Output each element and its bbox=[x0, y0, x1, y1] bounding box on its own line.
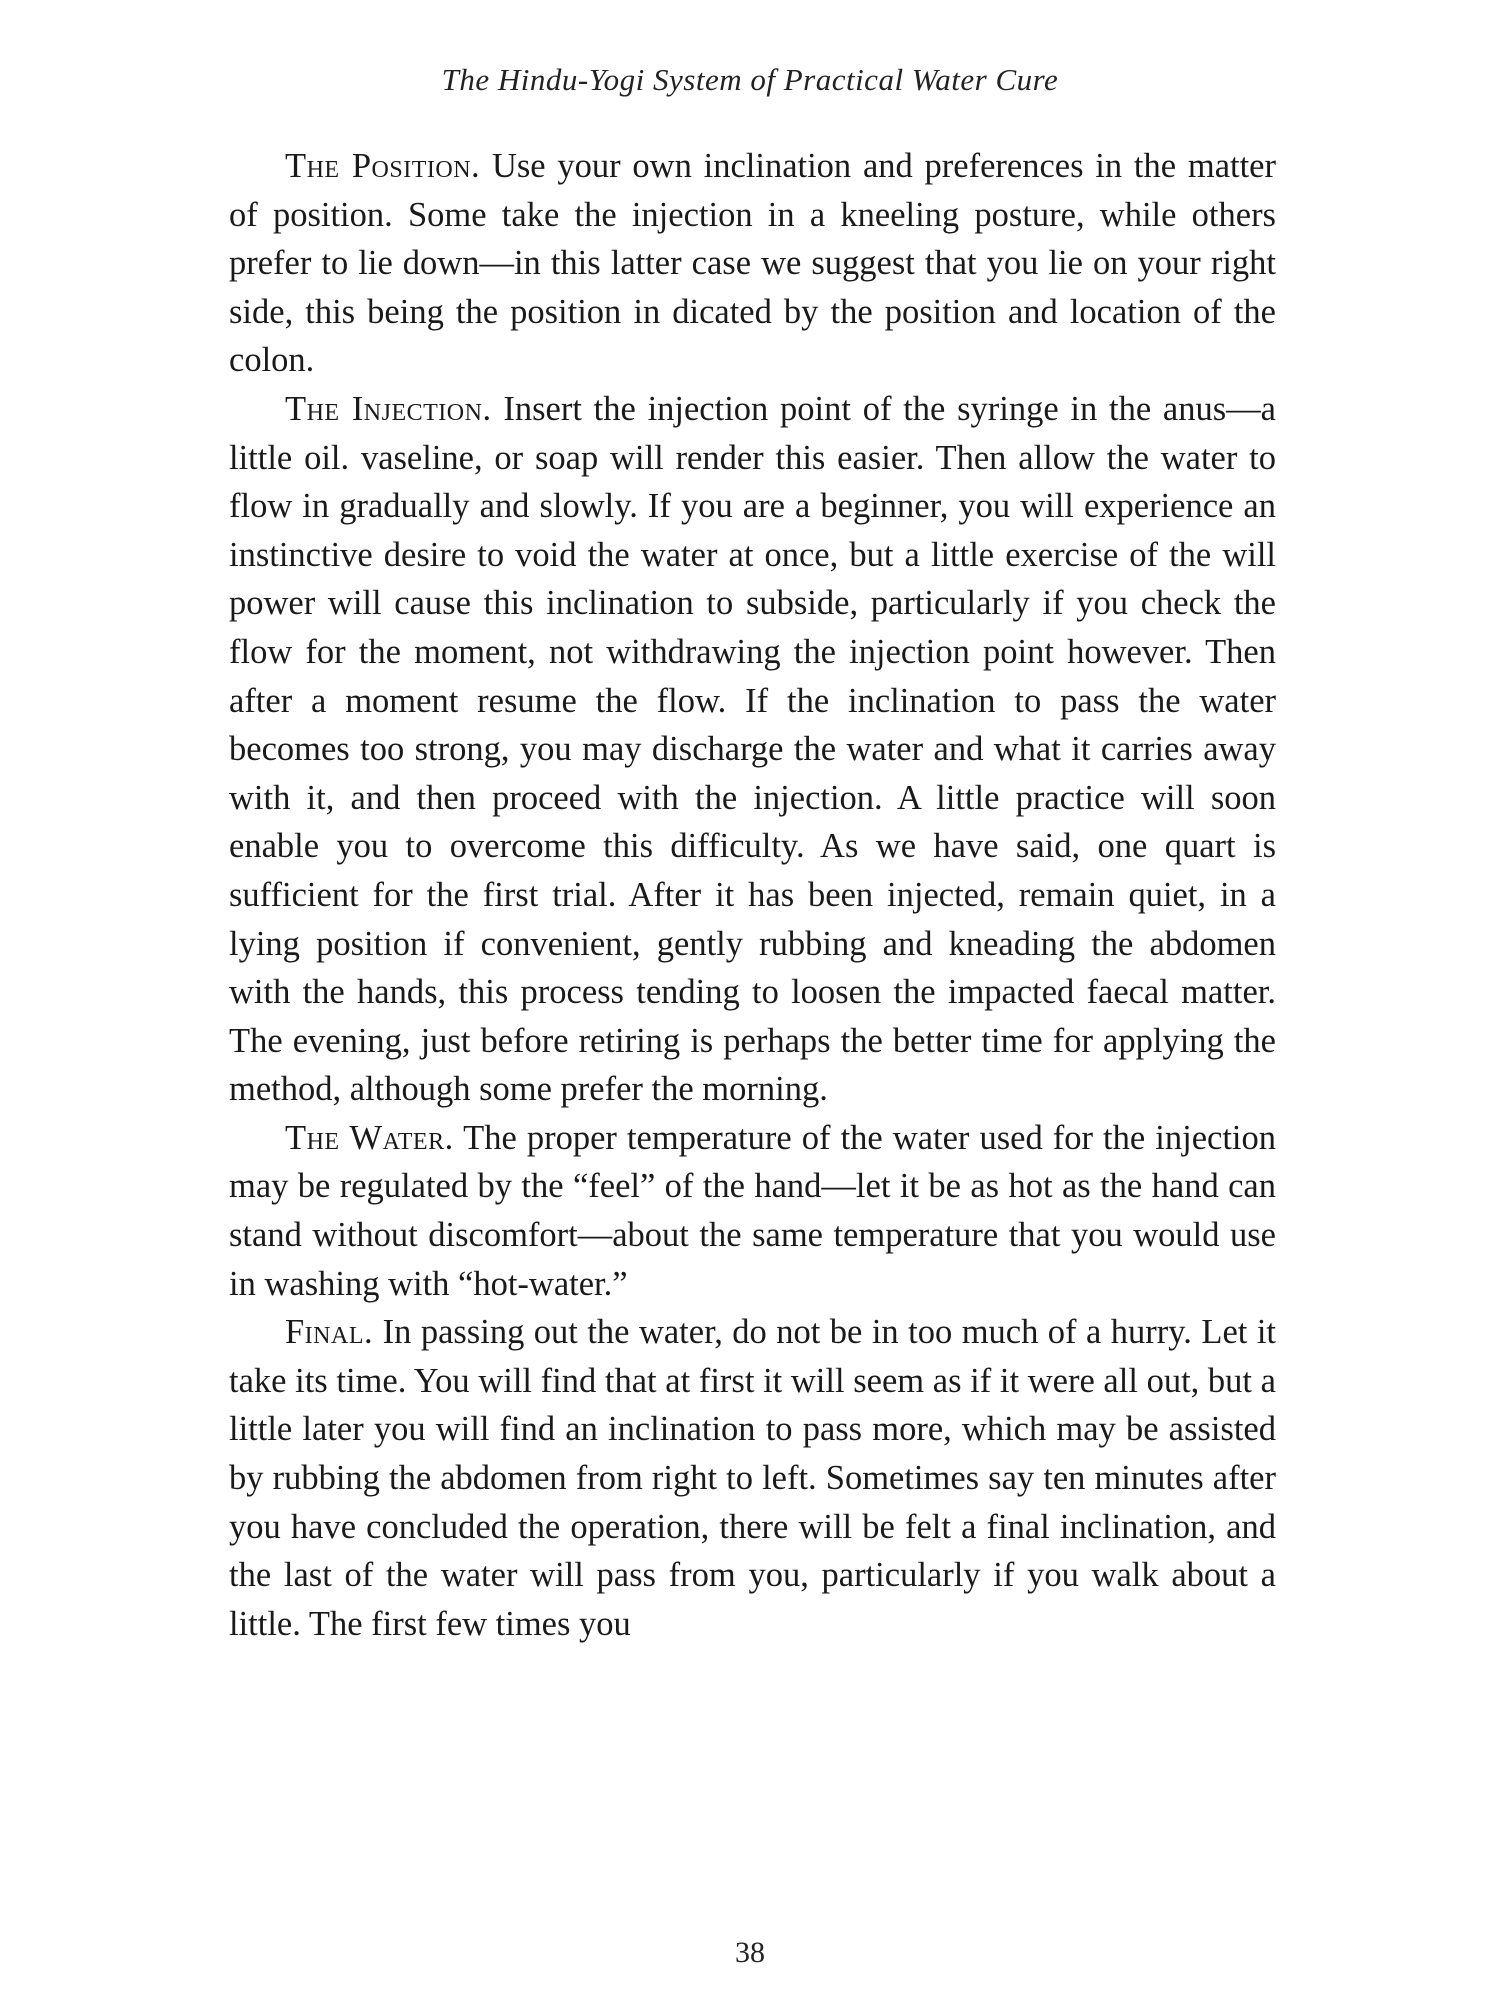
section-heading-water: The Water. bbox=[285, 1118, 454, 1157]
running-head: The Hindu-Yogi System of Practical Water Cure bbox=[441, 62, 1059, 97]
page-number: 38 bbox=[735, 1936, 765, 1969]
paragraph-text-injection: Insert the injection point of the syringe in the anus—a little oil. vaseline, or soap will render this easier. Then allow the water to flow in gradually and slowly. If you are a beginner, you will experience an instinctive desire to void the water at once, but a little exercise of the will power will cause this inclination to subside, particularly if you check the flow for the moment, not withdrawing the injection point however. Then after a moment resume the flow. If the inclination to pass the water becomes too strong, you may discharge the water and what it carries away with it, and then proceed with the injection. A little practice will soon enable you to overcome this difficulty. As we have said, one quart is sufficient for the first trial. After it has been injected, remain quiet, in a lying position if convenient, gently rubbing and kneading the abdomen with the hands, this process tending to loosen the impacted faecal matter. The evening, just before retiring is perhaps the better time for applying the method, although some prefer the morning. bbox=[229, 389, 1276, 1109]
paragraph-injection bbox=[229, 385, 1276, 1114]
paragraph-final bbox=[229, 1308, 1276, 1648]
paragraph-water bbox=[229, 1114, 1276, 1308]
paragraph-text-final: In passing out the water, do not be in too much of a hurry. Let it take its time. You will find that at first it will seem as if it were all out, but a little later you will find an inclination to pass more, which may be assisted by rubbing the abdomen from right to left. Sometimes say ten minutes after you have concluded the operation, there will be felt a final inclination, and the last of the water will pass from you, particularly if you walk about a little. The first few times you bbox=[229, 1313, 1276, 1643]
section-heading-injection: The Injection. bbox=[285, 389, 492, 428]
paragraph-position bbox=[229, 142, 1276, 385]
paragraph-text-position: Use your own inclination and preferences in the matter of position. Some take the injection in a kneeling posture, while others prefer to lie down—in this latter case we suggest that you lie on your right side, this being the position in dicated by the position and location of the colon. bbox=[229, 147, 1276, 380]
section-heading-position: The Position. bbox=[285, 147, 481, 185]
paragraph-text-water: The proper temperature of the water used for the injection may be regulated by the “feel” of the hand—let it be as hot as the hand can stand without discomfort—about the same temperature that you would use in washing with “hot-water.” bbox=[229, 1118, 1276, 1303]
section-heading-final: Final. bbox=[285, 1313, 374, 1352]
body-text bbox=[229, 142, 1276, 1648]
